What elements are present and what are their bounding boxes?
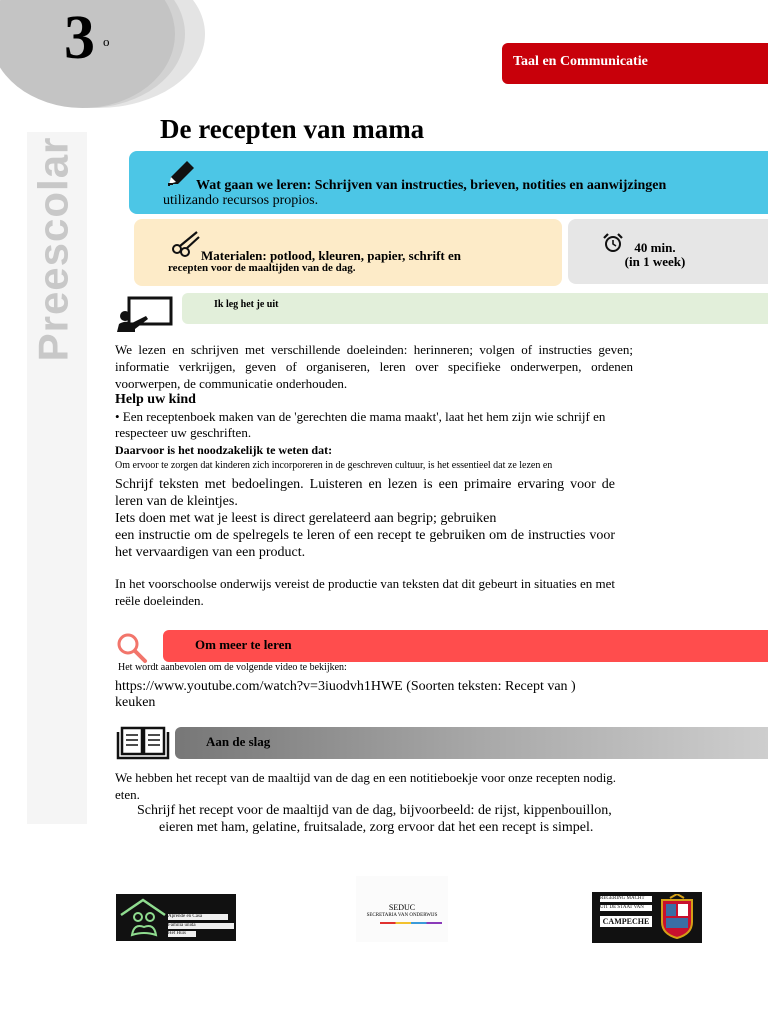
grade-number: 3 [64, 4, 95, 72]
video-recommendation: Het wordt aanbevolen om de volgende video te bekijken: [118, 662, 347, 673]
seduc-logo [356, 876, 448, 942]
preschool-paragraph: In het voorschoolse onderwijs vereist de productie van teksten dat dit gebeurt in situaties en met reële doeleinden. [115, 576, 616, 608]
learning-goal-text: Wat gaan we leren: Schrijven van instructies, brieven, notities en aanwijzingen [196, 178, 667, 193]
campeche-line-3: CAMPECHE [600, 916, 652, 927]
page-title: De recepten van mama [160, 114, 425, 144]
explain-paragraph: We lezen en schrijven met verschillende doeleinden: herinneren; volgen of instructies geven; informatie verkrijgen, geven of organiseren, leren over specifieke onderwerpen, ordenen voorwerpen, de communicatie onderhouden. [115, 342, 633, 391]
logo-line-3: Het Huis [168, 931, 196, 937]
time-label [600, 241, 710, 269]
sidebar-label [25, 136, 81, 362]
campeche-logo [592, 892, 702, 943]
time-period: (in 1 week) [624, 254, 686, 269]
campeche-line-1: REGERING MACHT [600, 896, 652, 902]
time-duration: 40 min. [634, 240, 676, 255]
grade-suffix: o [103, 34, 110, 49]
explain-label: Ik leg het je uit [214, 299, 279, 310]
magnifier-icon [116, 632, 148, 664]
work-paragraph: We hebben het recept van de maaltijd van de dag en een notitieboekje voor onze recepten nodig. eten. [115, 770, 617, 802]
logo-line-1: Aprende en Casa [168, 914, 228, 920]
scissors-icon [171, 229, 201, 257]
writing-line-2: Iets doen met wat je leest is direct gerelateerd aan begrip; gebruiken [115, 511, 497, 526]
work-instruction-first: Schrijf het recept voor de maaltijd van de dag, bijvoorbeeld: de rijst, kippenbouillon, [137, 803, 612, 818]
learn-more-label: Om meer te leren [195, 637, 292, 652]
writing-paragraph [115, 476, 615, 561]
need-heading: Daarvoor is het noodzakelijk te weten dat: [115, 443, 333, 457]
open-book-icon [116, 724, 170, 762]
help-text: • Een receptenboek maken van de 'gerechten die mama maakt', laat het hem zijn wie schrijf en respecteer uw geschriften. [115, 409, 606, 440]
teacher-board-icon [116, 296, 174, 334]
campeche-line-2: UIT DE STAAT VAN [600, 905, 652, 911]
writing-line-1: Schrijf teksten met bedoelingen. Luisteren en lezen is een primaire ervaring voor de leren van de kleintjes. [115, 477, 615, 509]
learning-goal-subtext: utilizando recursos propios. [163, 193, 319, 208]
seduc-title: SEDUC [388, 903, 416, 912]
materials-text: Materialen: potlood, kleuren, papier, schrift en [201, 248, 461, 263]
logo-line-2: Familia unida [168, 923, 234, 929]
subject-banner: Taal en Communicatie [502, 43, 768, 84]
materials-subtext: recepten voor de maaltijden van de dag. [168, 262, 356, 274]
work-label: Aan de slag [206, 734, 271, 749]
work-instruction [137, 802, 722, 836]
campeche-crest-icon [658, 894, 696, 940]
sidebar-label-text: Preescolar [29, 136, 77, 362]
family-house-icon [118, 897, 168, 939]
help-heading: Help uw kind [115, 392, 196, 407]
seduc-color-strip [380, 922, 442, 924]
pencil-icon [165, 158, 197, 190]
seduc-subtitle: SECRETARIA VAN ONDERWIJS [366, 913, 438, 918]
writing-line-3: een instructie om de spelregels te leren of een recept te gebruiken om de instructies voor het vervaardigen van een product. [115, 528, 615, 560]
video-link[interactable]: https://www.youtube.com/watch?v=3iuodvh1HWE (Soorten teksten: Recept van ) keuken [115, 679, 576, 710]
need-text: Om ervoor te zorgen dat kinderen zich incorporeren in de geschreven cultuur, is het essentieel dat ze lezen en [115, 460, 553, 471]
work-instruction-rest: eieren met ham, gelatine, fruitsalade, zorg ervoor dat het een recept is simpel. [159, 820, 594, 835]
